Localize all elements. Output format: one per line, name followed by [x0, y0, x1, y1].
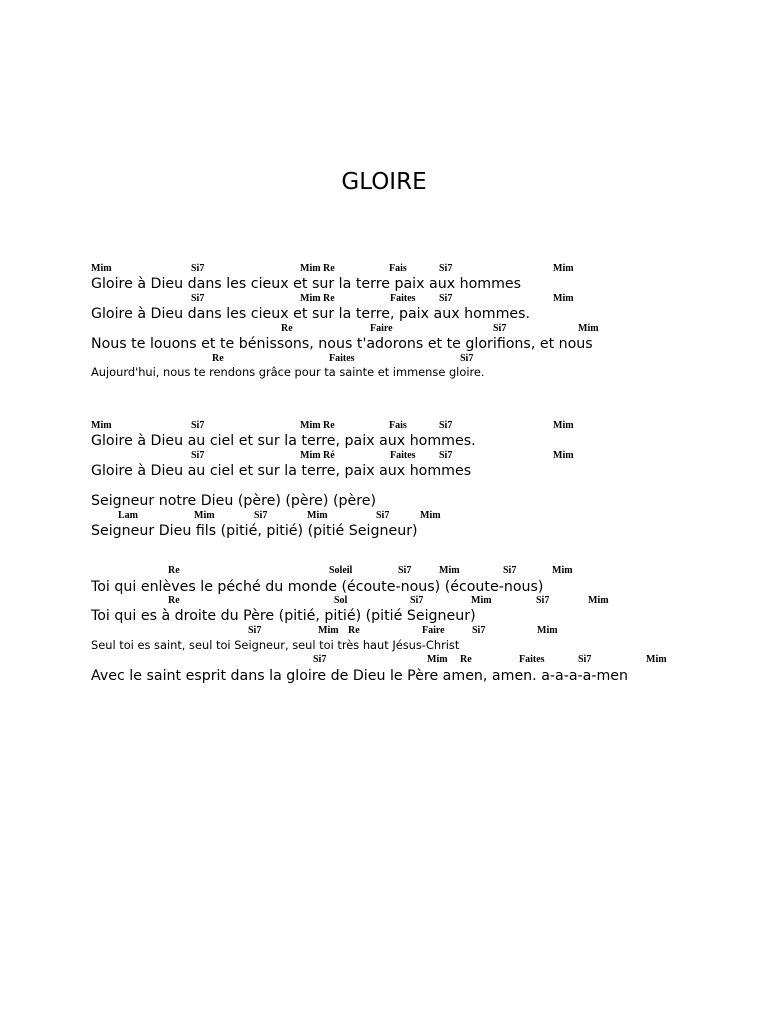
chord-label: Mim Re — [300, 420, 335, 431]
chord-label: Faire — [370, 323, 393, 334]
lyric-line: Seigneur Dieu fils (pitié, pitié) (pitié Seigneur) — [91, 523, 418, 539]
chord-label: Mim — [91, 263, 112, 274]
chord-label: Re — [281, 323, 293, 334]
chord-label: Si7 — [536, 595, 550, 606]
chord-label: Si7 — [460, 353, 474, 364]
lyric-line: Seul toi es saint, seul toi Seigneur, seul toi très haut Jésus-Christ — [91, 638, 460, 652]
chord-label: Mim — [471, 595, 492, 606]
chord-label: Mim — [552, 565, 573, 576]
chord-label: Mim — [578, 323, 599, 334]
chord-label: Mim — [427, 654, 448, 665]
chord-label: Mim — [553, 450, 574, 461]
lyric-line: Avec le saint esprit dans la gloire de Dieu le Père amen, amen. a-a-a-a-men — [91, 668, 628, 684]
chord-label: Mim Ré — [300, 450, 335, 461]
chord-label: Mim — [439, 565, 460, 576]
chord-label: Si7 — [493, 323, 507, 334]
chord-label: Si7 — [191, 293, 205, 304]
chord-label: Re — [348, 625, 360, 636]
chord-label: Faire — [422, 625, 445, 636]
chord-label: Si7 — [439, 293, 453, 304]
chord-label: Si7 — [248, 625, 262, 636]
chord-label: Si7 — [503, 565, 517, 576]
chord-label: Mim — [420, 510, 441, 521]
chord-label: Si7 — [191, 263, 205, 274]
lyric-line: Seigneur notre Dieu (père) (père) (père) — [91, 493, 377, 509]
chord-label: Faites — [390, 450, 416, 461]
chord-label: Mim — [553, 293, 574, 304]
chord-label: Mim — [646, 654, 667, 665]
chord-label: Mim — [588, 595, 609, 606]
chord-label: Si7 — [376, 510, 390, 521]
lyric-line: Gloire à Dieu dans les cieux et sur la terre, paix aux hommes. — [91, 306, 531, 322]
chord-label: Si7 — [578, 654, 592, 665]
chord-label: Si7 — [410, 595, 424, 606]
chord-label: Mim Re — [300, 293, 335, 304]
chord-label: Si7 — [313, 654, 327, 665]
chord-label: Re — [168, 565, 180, 576]
chord-label: Soleil — [329, 565, 353, 576]
chord-label: Fais — [389, 420, 407, 431]
chord-label: Re — [460, 654, 472, 665]
chord-label: Si7 — [254, 510, 268, 521]
page-title: GLOIRE — [341, 169, 427, 195]
chord-label: Mim — [91, 420, 112, 431]
chord-label: Mim — [318, 625, 339, 636]
lyric-line: Aujourd'hui, nous te rendons grâce pour ta sainte et immense gloire. — [91, 365, 485, 379]
chord-label: Faites — [390, 293, 416, 304]
chord-label: Mim — [553, 263, 574, 274]
chord-label: Mim — [553, 420, 574, 431]
lyric-line: Toi qui es à droite du Père (pitié, pitié) (pitié Seigneur) — [91, 608, 476, 624]
lyric-line: Toi qui enlèves le péché du monde (écoute-nous) (écoute-nous) — [91, 579, 544, 595]
lyric-line: Gloire à Dieu dans les cieux et sur la terre paix aux hommes — [91, 276, 522, 292]
chord-label: Mim Re — [300, 263, 335, 274]
chord-label: Mim — [307, 510, 328, 521]
chord-label: Si7 — [191, 420, 205, 431]
chord-label: Si7 — [472, 625, 486, 636]
chord-label: Lam — [118, 510, 138, 521]
chord-label: Mim — [537, 625, 558, 636]
chord-label: Re — [168, 595, 180, 606]
chord-label: Re — [212, 353, 224, 364]
chord-label: Si7 — [398, 565, 412, 576]
chord-label: Mim — [194, 510, 215, 521]
lyric-line: Gloire à Dieu au ciel et sur la terre, paix aux hommes. — [91, 433, 476, 449]
lyric-line: Nous te louons et te bénissons, nous t'adorons et te glorifions, et nous — [91, 336, 593, 352]
lyric-line: Gloire à Dieu au ciel et sur la terre, paix aux hommes — [91, 463, 472, 479]
chord-label: Si7 — [439, 263, 453, 274]
chord-label: Fais — [389, 263, 407, 274]
chord-label: Faites — [329, 353, 355, 364]
chord-label: Si7 — [439, 450, 453, 461]
chord-label: Sol — [334, 595, 348, 606]
chord-label: Faites — [519, 654, 545, 665]
chord-label: Si7 — [439, 420, 453, 431]
chord-label: Si7 — [191, 450, 205, 461]
